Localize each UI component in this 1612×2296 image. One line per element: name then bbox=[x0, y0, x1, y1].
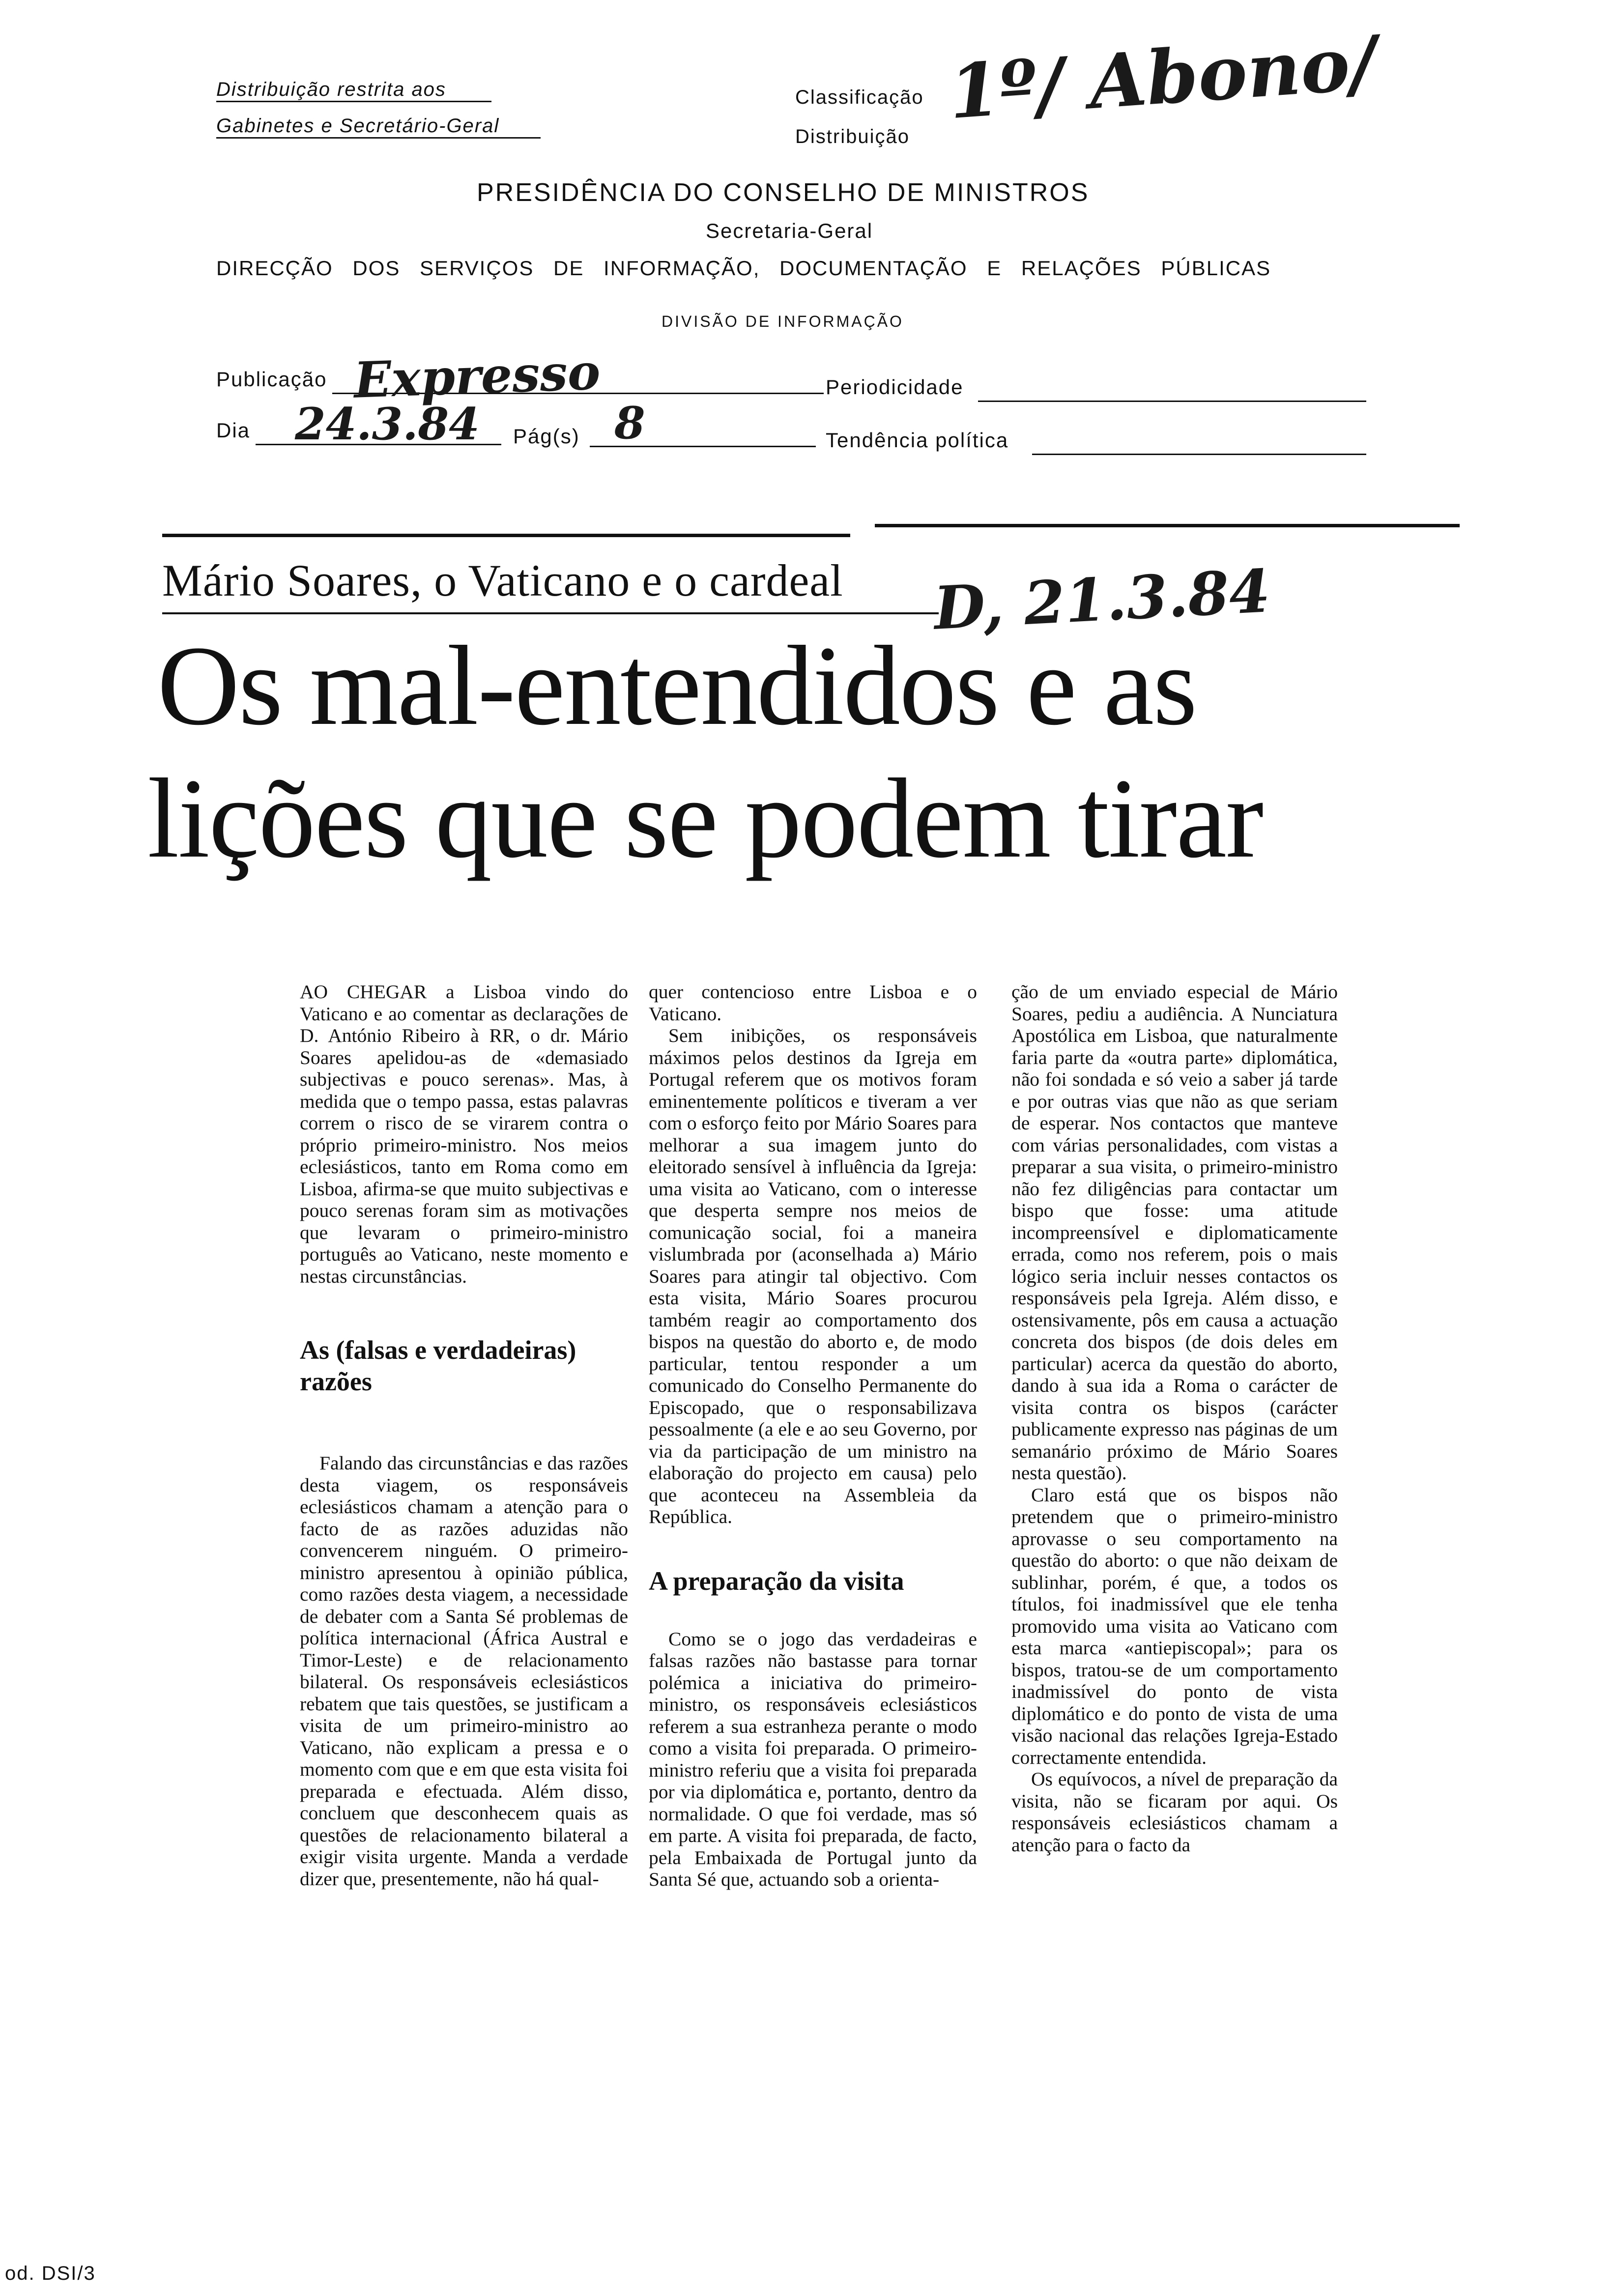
dia-label: Dia bbox=[216, 419, 251, 442]
classificacao-label: Classificação bbox=[795, 86, 924, 108]
subhead-falsas-razoes: As (falsas e verdadeiras) razões bbox=[300, 1335, 576, 1396]
dia-value: 24.3.84 bbox=[295, 398, 480, 450]
subhead-preparacao: A preparação da visita bbox=[649, 1566, 904, 1596]
top-rule-right bbox=[875, 524, 1460, 527]
publicacao-value: Expresso bbox=[353, 343, 602, 409]
article-column-3 bbox=[1011, 981, 1338, 1856]
col2-paragraph-3: Como se o jogo das verdadeiras e falsas razões não bastasse para tornar polémica a iniciativa do primeiro-ministro, os responsáveis eclesiásticos referem a sua estranheza perante o modo como a visita foi preparada. O primeiro-ministro referiu que a visita foi preparada por via diplomática e, portanto, dentro da normalidade. O que foi verdade, mas só em parte. A visita foi preparada, de facto, pela Embaixada de Portugal junto da Santa Sé que, actuando sob a orienta- bbox=[649, 1628, 977, 1890]
form-code: od. DSI/3 bbox=[5, 2263, 96, 2284]
col1-paragraph-1: AO CHEGAR a Lisboa vindo do Vaticano e ao comentar as declarações de D. António Ribeiro à RR, o dr. Mário Soares apelidou-as de «demasiado subjectivas e pouco serenas». Mas, à medida que o tempo passa, estas palavras correm o risco de se virarem contra o próprio primeiro-ministro. Nos meios eclesiásticos, tanto em Roma como em Lisboa, afirma-se que muito subjectivas e pouco serenas foram sim as motivações que levaram o primeiro-ministro português ao Vaticano, neste momento e nestas circunstâncias. bbox=[300, 981, 628, 1287]
col1-paragraph-2: Falando das circunstâncias e das razões desta viagem, os responsáveis eclesiásticos chamam a atenção para o facto de as razões aduzidas não convencerem ninguém. O primeiro-ministro apresentou à opinião pública, como razões desta viagem, a necessidade de debater com a Santa Sé problemas de política internacional (África Austral e Timor-Leste) e de relacionamento bilateral. Os responsáveis eclesiásticos rebatem que tais questões, se justificam a visita de um primeiro-ministro ao Vaticano, não explicam a pressa e o momento com que e em que esta visita foi preparada e efectuada. Além disso, concluem que desconhecem quais as questões de relacionamento bilateral a exigir visita urgente. Manda a verdade dizer que, presentemente, não há qual- bbox=[300, 1452, 628, 1890]
pag-value: 8 bbox=[614, 397, 645, 449]
direccao-line: DIRECÇÃO DOS SERVIÇOS DE INFORMAÇÃO, DOCUMENTAÇÃO E RELAÇÕES PÚBLICAS bbox=[216, 257, 1271, 280]
divisao-line: DIVISÃO DE INFORMAÇÃO bbox=[662, 313, 904, 330]
article-column-2 bbox=[649, 981, 977, 1891]
org-title: PRESIDÊNCIA DO CONSELHO DE MINISTROS bbox=[477, 178, 1090, 207]
publicacao-label: Publicação bbox=[216, 368, 327, 391]
distribuicao-label: Distribuição bbox=[795, 126, 910, 147]
col3-paragraph-3: Os equívocos, a nível de preparação da visita, não se ficaram por aqui. Os responsáveis eclesiásticos chamam a atenção para o facto da bbox=[1011, 1768, 1338, 1856]
secretaria-line: Secretaria-Geral bbox=[706, 219, 873, 242]
tendencia-label: Tendência política bbox=[826, 429, 1009, 452]
article-column-1 bbox=[300, 981, 628, 1890]
distribution-note-1: Distribuição restrita aos bbox=[216, 79, 491, 102]
pag-label: Pág(s) bbox=[513, 425, 580, 448]
article-kicker: Mário Soares, o Vaticano e o cardeal bbox=[162, 555, 843, 605]
col3-paragraph-2: Claro está que os bispos não pretendem que o primeiro-ministro aprovasse o seu comportamento na questão do aborto: o que não deixam de sublinhar, porém, é que, a todos os títulos, foi inadmissível que ele tenha promovido uma visita ao Vaticano com esta marca «antiepiscopal»; para os bispos, tratou-se de um comportamento inadmissível do ponto de vista diplomático e do ponto de vista de uma visão nacional das relações Igreja-Estado correctamente entendida. bbox=[1011, 1484, 1338, 1768]
headline-line-2: lições que se podem tirar bbox=[147, 755, 1263, 882]
tendencia-line bbox=[1032, 452, 1366, 455]
distribution-note-2: Gabinetes e Secretário-Geral bbox=[216, 115, 541, 139]
periodicidade-label: Periodicidade bbox=[826, 375, 964, 399]
periodicidade-line bbox=[978, 399, 1366, 402]
handwritten-date: D, 21.3.84 bbox=[932, 556, 1272, 643]
col3-paragraph-1: ção de um enviado especial de Mário Soares, pediu a audiência. A Nunciatura Apostólica em Lisboa, que naturalmente faria parte da «outra parte» diplomática, não foi sondada e só veio a saber já tarde e por outras vias que não as que seriam de esperar. Nos contactos que manteve com várias personalidades, com vistas a preparar a sua visita, o primeiro-ministro não fez diligências para contactar um bispo que fosse: uma atitude incompreensível e diplomaticamente errada, como nos referem, pois o mais lógico seria incluir nesses contactos os responsáveis pela Igreja. Além disso, e ostensivamente, pôs em causa a actuação concreta dos bispos (de dois deles em particular) acerca da questão do aborto, dando à sua ida a Roma o carácter de visita contra os bispos (carácter publicamente expresso nas páginas de um semanário próximo de Mário Soares nesta questão). bbox=[1011, 981, 1338, 1484]
headline-line-1: Os mal-entendidos e as bbox=[157, 623, 1197, 749]
top-rule-left bbox=[162, 534, 850, 537]
col2-paragraph-1: quer contencioso entre Lisboa e o Vaticano. bbox=[649, 981, 977, 1025]
kicker-underline bbox=[162, 612, 939, 614]
col2-paragraph-2: Sem inibições, os responsáveis máximos pelos destinos da Igreja em Portugal referem que os motivos foram eminentemente políticos e tiveram a ver com o esforço feito por Mário Soares para melhorar a sua imagem junto do eleitorado sensível à influência da Igreja: uma visita ao Vaticano, com o interesse que desperta sempre nos meios de comunicação social, foi a maneira vislumbrada por (aconselhada a) Mário Soares para atingir tal objectivo. Com esta visita, Mário Soares procurou também reagir ao comportamento dos bispos na questão do aborto e, de modo particular, tentou responder a um comunicado do Conselho Permanente do Episcopado, que o responsabilizava pessoalmente (a ele e ao seu Governo, por via da participação de um ministro na elaboração do projecto em causa) pelo que aconteceu na Assembleia da República. bbox=[649, 1025, 977, 1527]
classificacao-handwritten: 1º/ Abono/ bbox=[946, 19, 1380, 136]
